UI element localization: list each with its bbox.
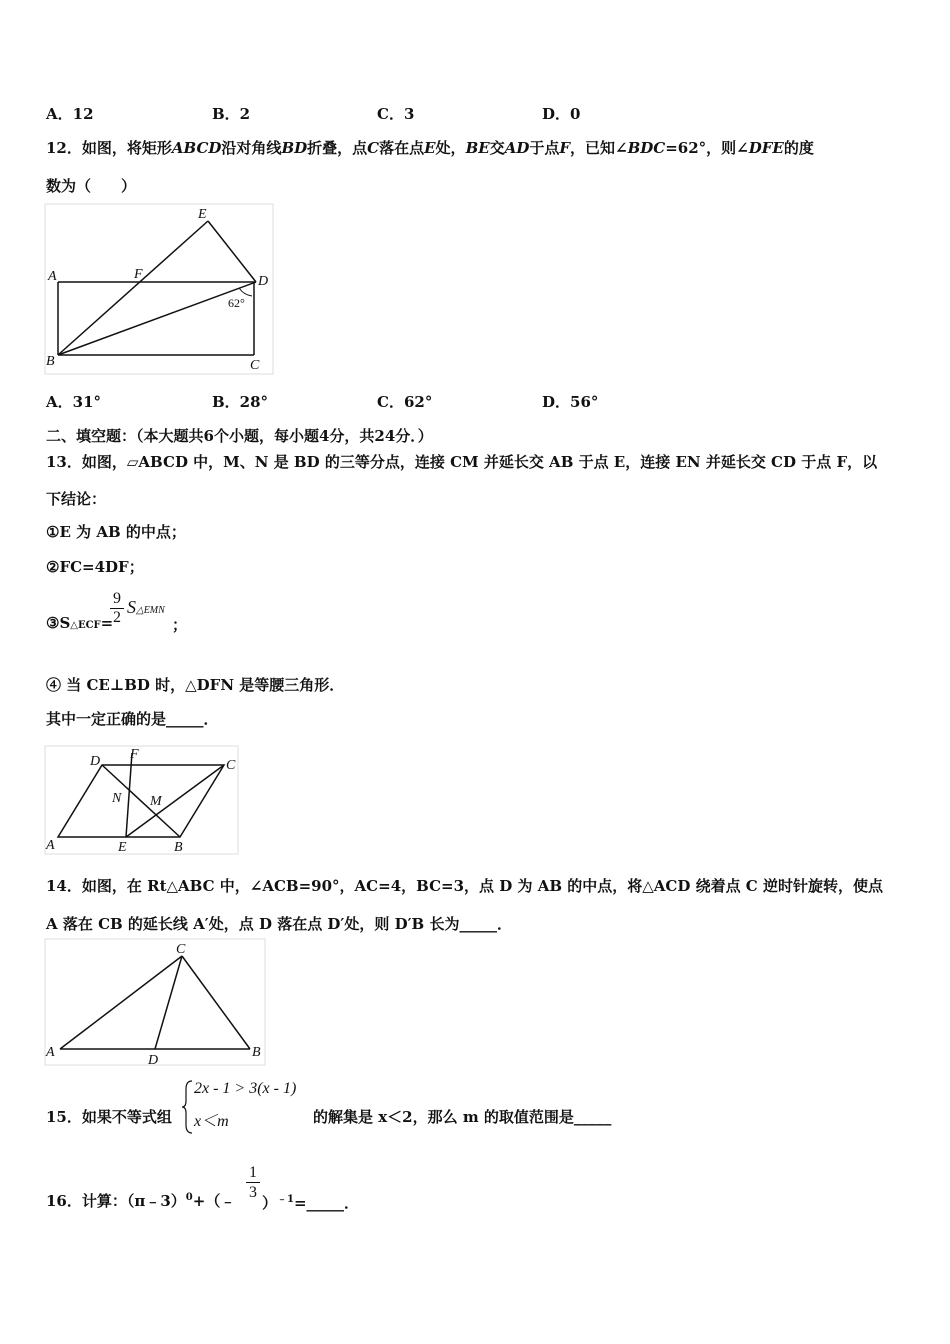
q12-line1: 12．如图，将矩形ABCD沿对角线BD折叠，点C落在点E处，BE交AD于点F，已知∠BDC=62°，则∠DFE的度 <box>46 139 814 157</box>
q13-conclusion-2: ②FC=4DF； <box>46 558 144 576</box>
q16-fraction <box>246 1163 260 1202</box>
q13-conclusion-3-end: ； <box>172 616 188 634</box>
q14-label-c: C <box>176 942 186 957</box>
q16-part2: ）$^{﹣1}$=_____． <box>262 1194 360 1212</box>
q13-label-f: F <box>130 747 139 762</box>
q15-inequality-1: 2x - 1 > 3(x - 1) <box>194 1080 297 1097</box>
q13-label-d: D <box>90 754 101 769</box>
q15-inequality-2: x＜m <box>194 1113 229 1130</box>
q13-label-a: A <box>46 838 55 853</box>
q11-option-c: C．3 <box>377 105 415 123</box>
q14-figure-frame <box>45 939 265 1065</box>
q12-figure <box>44 203 274 375</box>
q13-label-c: C <box>226 758 236 773</box>
q13-label-n: N <box>112 791 122 806</box>
q15-brace-path <box>182 1081 192 1133</box>
q12-seg-bd <box>58 282 256 355</box>
q13-answer-line: 其中一定正确的是_____． <box>46 710 219 728</box>
q15-brace <box>182 1079 194 1135</box>
q12-option-d: D．56° <box>542 393 599 411</box>
q15-prefix: 15．如果不等式组 <box>46 1108 172 1126</box>
q12-label-c: C <box>250 358 260 373</box>
q12-label-a: A <box>48 269 57 284</box>
q12-line2: 数为（ ） <box>46 177 137 195</box>
q12-angle-arc <box>239 288 252 296</box>
q14-seg-ac <box>60 956 182 1049</box>
q11-option-a: A．12 <box>46 105 94 123</box>
q13-conclusion-3: ③S△ECF= <box>46 614 114 632</box>
q12-option-c: C．62° <box>377 393 433 411</box>
q13-line2: 下结论： <box>46 490 107 508</box>
q13-label-e: E <box>118 840 127 855</box>
q16-part1: 16．计算：（π﹣3）$^0$+（﹣ <box>46 1192 236 1210</box>
q13-label-m: M <box>150 794 162 809</box>
q14-label-a: A <box>46 1045 55 1060</box>
q12-label-f: F <box>134 267 143 282</box>
q13-frac-den: 2 <box>113 609 121 626</box>
q15-suffix: 的解集是 x＜2，那么 m 的取值范围是_____ <box>313 1108 612 1126</box>
q12-option-b: B．28° <box>212 393 269 411</box>
q13-frac-num: 9 <box>113 590 121 607</box>
q13-fraction <box>110 590 124 627</box>
q13-conclusion-1: ①E 为 AB 的中点； <box>46 523 186 541</box>
q13-conclusion-4: ④ 当 CE⊥BD 时，△DFN 是等腰三角形． <box>46 676 345 694</box>
q13-figure <box>44 745 239 855</box>
q13-line1: 13．如图，▱ABCD 中，M、N 是 BD 的三等分点，连接 CM 并延长交 AB 于点 E，连接 EN 并延长交 CD 于点 F，以 <box>46 453 878 471</box>
q14-label-b: B <box>252 1045 261 1060</box>
q14-line2: A 落在 CB 的延长线 A′处，点 D 落在点 D′处，则 D′B 长为_____． <box>46 915 512 933</box>
q13-figure-frame <box>45 746 238 854</box>
q12-seg-ed <box>208 221 256 282</box>
section2-title: 二、填空题：（本大题共6个小题，每小题4分，共24分．） <box>46 427 433 445</box>
q14-line1: 14．如图，在 Rt△ABC 中，∠ACB=90°，AC=4，BC=3，点 D 为 AB 的中点，将△ACD 绕着点 C 逆时针旋转，使点 <box>46 877 883 895</box>
q14-seg-cb <box>182 956 250 1049</box>
q13-label-b: B <box>174 840 183 855</box>
q14-seg-cd <box>155 956 182 1049</box>
q16-frac-den: 3 <box>249 1184 257 1201</box>
q11-option-b: B．2 <box>212 105 251 123</box>
q12-option-a: A．31° <box>46 393 102 411</box>
q12-seg-be <box>58 221 208 355</box>
q14-label-d: D <box>148 1053 159 1066</box>
q12-label-e: E <box>198 207 207 222</box>
q13-s-emn: S△EMN <box>127 597 165 617</box>
q12-angle-label: 62° <box>228 296 245 310</box>
q16-frac-num: 1 <box>249 1164 257 1181</box>
q12-label-b: B <box>46 354 55 369</box>
q14-figure <box>44 938 266 1066</box>
q11-option-d: D．0 <box>542 105 581 123</box>
q12-label-d: D <box>258 274 269 289</box>
